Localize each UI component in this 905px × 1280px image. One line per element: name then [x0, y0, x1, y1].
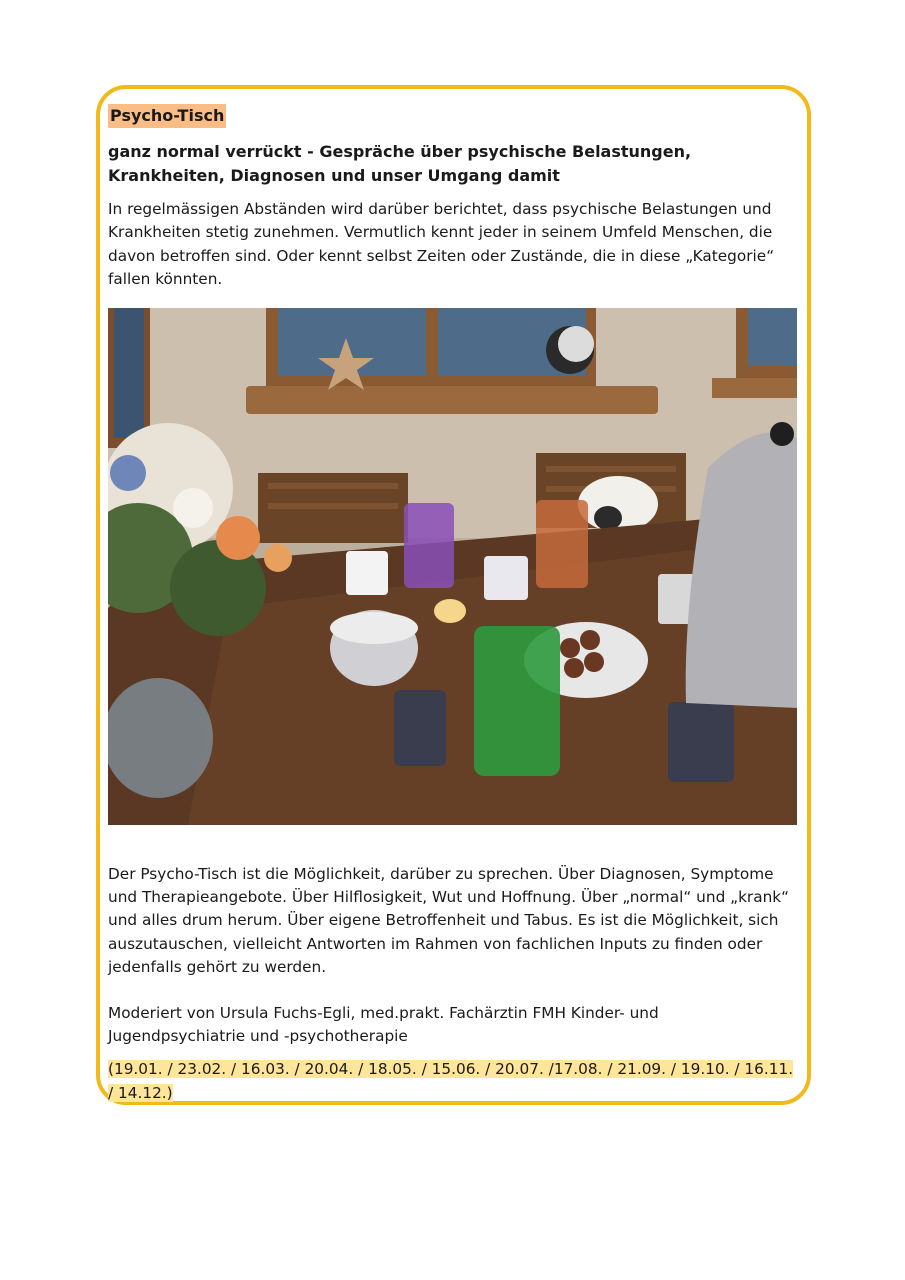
table-photo — [108, 308, 797, 825]
photo-cup-4 — [394, 690, 446, 766]
description-paragraph: Der Psycho-Tisch ist die Möglichkeit, darüber zu sprechen. Über Diagnosen, Symptome und Therapieangebote. Über Hilflosigkeit, Wut und Hoffnung. Über „normal“ und „krank“ und alles drum herum. Über eigene Betroffenheit und Tabus. Es ist die Möglichkeit, sich auszutauschen, vielleicht Antworten im Rahmen von fachlichen Inputs zu finden oder jedenfalls gehört zu werden. — [108, 864, 790, 977]
photo-cup-5 — [668, 702, 734, 782]
photo-cup-2 — [484, 556, 528, 600]
photo-windowsill — [246, 386, 658, 414]
intro-paragraph: In regelmässigen Abständen wird darüber berichtet, dass psychische Belastungen und Krankheiten stetig zunehmen. Vermutlich kennt jeder in seinem Umfeld Menschen, die davon betroffen sind. Oder kennt selbst Zeiten oder Zustände, die in diese „Kategorie“ fallen könnten. — [108, 200, 775, 289]
photo-green-glass — [474, 626, 560, 776]
photo-vase — [108, 678, 213, 798]
photo-purple-glass — [404, 503, 454, 588]
flyer-content — [108, 104, 798, 1121]
photo-cup-1 — [346, 551, 388, 595]
dates-highlight: (19.01. / 23.02. / 16.03. / 20.04. / 18.05. / 15.06. / 20.07. /17.08. / 21.09. / 19.10. / 16.11. / 14.12.) — [108, 1060, 794, 1102]
photo-tealight — [434, 599, 466, 623]
dates-line — [108, 1058, 798, 1105]
page-title: Psycho-Tisch — [108, 104, 226, 128]
photo-amber-glass — [536, 500, 588, 588]
moderator-paragraph: Moderiert von Ursula Fuchs-Egli, med.prakt. Fachärztin FMH Kinder- und Jugendpsychiatrie und -psychotherapie — [108, 1003, 659, 1046]
subtitle: ganz normal verrückt - Gespräche über psychische Belastungen, Krankheiten, Diagnosen und unser Umgang damit — [108, 142, 692, 185]
